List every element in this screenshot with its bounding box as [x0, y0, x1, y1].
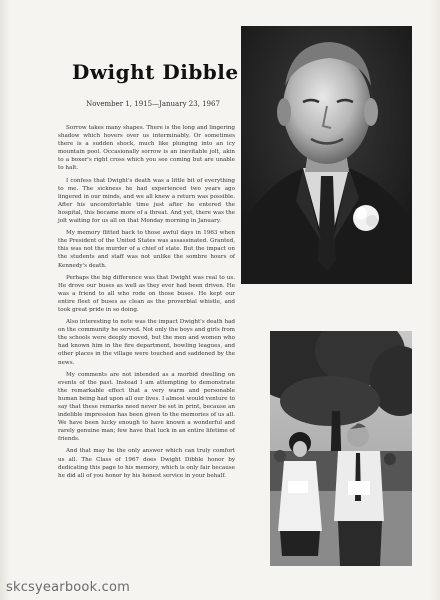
paragraph: And that may be the only answer which can truly comfort us all. The Class of 1967 does Dwight Dibble honor by dedicating this page to his memory, which is only fair because he did all of you honor by his honest service in your behalf. — [58, 448, 235, 479]
paragraph: My memory flitted back to those awful days in 1963 when the President of the United States was assassinated. Granted, this was not the murder of a chief of state. But the impact on the students and staff was not unlike the sombre hours of Kennedy's death. — [58, 230, 235, 269]
paragraph: Perhaps the big difference was that Dwight was real to us. He drove our buses as well as they ever had been driven. He was a friend to all who rode on those buses. He kept our entire fleet of buses as clean as the proverbial whistle, and took great pride in so doing. — [58, 274, 235, 313]
paragraph: I confess that Dwight's death was a little bit of everything to me. The sickness he had experienced two years ago lingered in our minds, and we all knew a return was possible. After his uncomfortable time just after he entered the hospital, this became more of a threat. And yet, there was the jolt waiting for us all on that Monday morning in January. — [58, 177, 235, 225]
paragraph: My comments are not intended as a morbid dwelling on events of the past. Instead I am attempting to demonstrate the remarkable effect that a very warm and personable human being had upon all our lives. I almost would venture to say that these remarks need never be set in print, because an indelible impression has been given to the memories of us all. We have been lucky enough to have known a wonderful and rarely genuine man; few have that luck in an entire lifetime of friends. — [58, 371, 235, 443]
life-dates: November 1, 1915—January 23, 1967 — [86, 100, 220, 108]
paragraph: Also interesting to note was the impact Dwight's death had on the community he served. Not only the boys and girls from the schools were deeply moved, but the men and women who had known him in the fire department, bowling leagues, and other places in the village were touched and saddened by the news. — [58, 319, 235, 366]
portrait-photo — [241, 26, 412, 284]
candid-photo — [270, 331, 412, 566]
page-title: Dwight Dibble — [72, 60, 239, 84]
paragraph: Sorrow takes many shapes. There is the long and lingering shadow which hovers over us interminably. Or sometimes there is a sudden shock, much like plunging into an icy mountain pool. Occasionally sorrow is an inevitable jolt, akin to a boxer's right cross which you see coming but are unable to halt. — [58, 125, 235, 172]
site-watermark: skcsyearbook.com — [6, 580, 131, 595]
memorial-text — [58, 124, 235, 484]
